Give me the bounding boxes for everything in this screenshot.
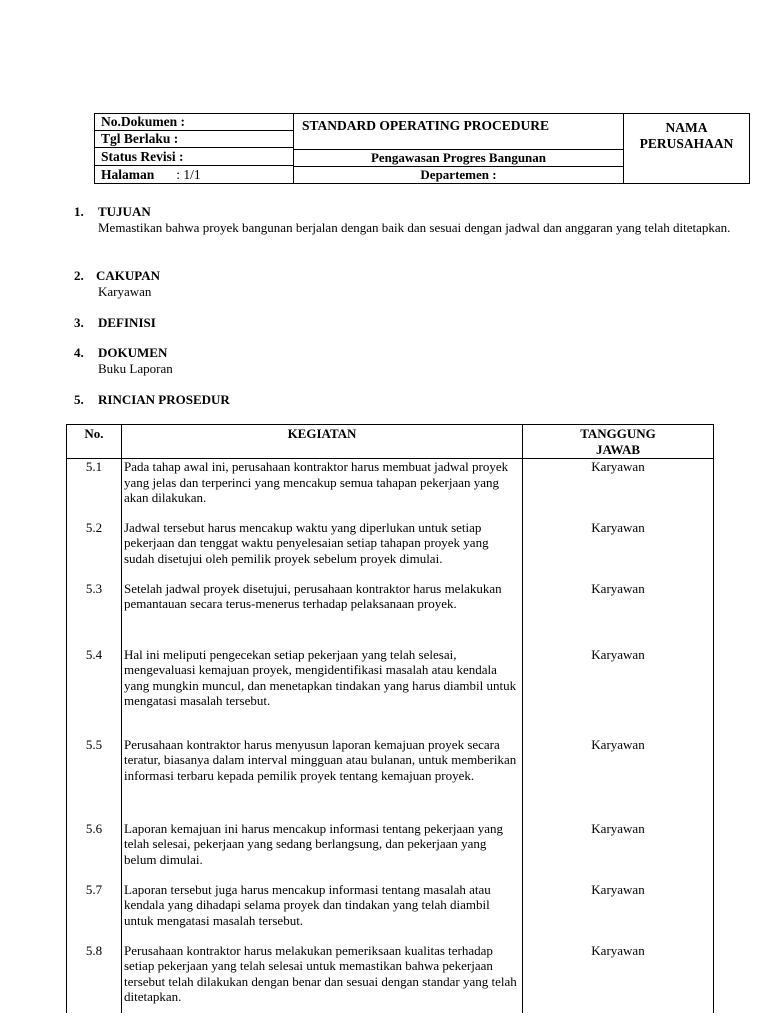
col-header-kegiatan: KEGIATAN: [122, 425, 523, 459]
departemen-label: Departemen :: [420, 167, 497, 182]
row-kegiatan: Laporan kemajuan ini harus mencakup informasi tentang pekerjaan yang telah selesai, pekerjaan yang sedang berlangsung, dan pekerjaan yang belum dimulai.: [122, 821, 523, 882]
section-tujuan: [74, 204, 731, 236]
row-kegiatan: Laporan tersebut juga harus mencakup informasi tentang masalah atau kendala yang dihadapi selama proyek dan tindakan yang telah diambil untuk mengatasi masalah tersebut.: [122, 882, 523, 943]
sop-title: STANDARD OPERATING PROCEDURE: [294, 114, 623, 150]
table-row: [67, 737, 714, 821]
table-row: [67, 459, 714, 520]
row-number: 5.6: [67, 821, 122, 882]
row-kegiatan: Jadwal tersebut harus mencakup waktu yang diperlukan untuk setiap pekerjaan dan tenggat waktu penyelesaian setiap tahapan proyek yang sudah disetujui oleh pemilik proyek sebelum proyek dimulai.: [122, 520, 523, 581]
table-row: [67, 943, 714, 1013]
section-definisi: [74, 315, 156, 331]
row-tanggung-jawab: Karyawan: [523, 943, 714, 1013]
table-row: [67, 821, 714, 882]
col-header-jawab: JAWAB: [595, 441, 641, 457]
halaman-row: [95, 167, 293, 184]
row-tanggung-jawab: Karyawan: [523, 737, 714, 821]
row-number: 5.7: [67, 882, 122, 943]
section-cakupan: [74, 268, 714, 300]
halaman-label: Halaman: [101, 167, 155, 182]
halaman-value: : 1/1: [176, 167, 201, 182]
company-name-line2: PERUSAHAAN: [639, 136, 734, 151]
col-header-tanggung-jawab: [523, 425, 714, 459]
table-header-row: [67, 425, 714, 459]
row-kegiatan: Pada tahap awal ini, perusahaan kontraktor harus membuat jadwal proyek yang jelas dan terperinci yang mencakup semua tahapan pekerjaan yang akan dilakukan.: [122, 459, 523, 520]
section-number: 1.: [74, 204, 84, 219]
sop-subtitle: Pengawasan Progres Bangunan: [294, 150, 623, 167]
row-tanggung-jawab: Karyawan: [523, 520, 714, 581]
company-name-line1: NAMA: [665, 120, 708, 135]
document-info-column: [95, 114, 294, 183]
section-number: 4.: [74, 345, 84, 360]
section-title: DOKUMEN: [98, 345, 168, 360]
row-number: 5.2: [67, 520, 122, 581]
row-number: 5.1: [67, 459, 122, 520]
section-rincian-prosedur: [74, 392, 230, 408]
section-number: 5.: [74, 392, 84, 407]
section-body: Buku Laporan: [98, 361, 173, 376]
section-body: Memastikan bahwa proyek bangunan berjalan dengan baik dan sesuai dengan jadwal dan anggaran yang telah ditetapkan.: [98, 220, 731, 235]
row-kegiatan: Setelah jadwal proyek disetujui, perusahaan kontraktor harus melakukan pemantauan secara terus-menerus terhadap pelaksanaan proyek.: [122, 581, 523, 647]
section-title: TUJUAN: [98, 204, 151, 219]
header-table: [94, 113, 750, 184]
row-tanggung-jawab: Karyawan: [523, 647, 714, 737]
section-body: Karyawan: [98, 284, 152, 299]
section-title: DEFINISI: [98, 315, 156, 330]
col-header-tanggung: TANGGUNG: [580, 426, 656, 441]
section-title: CAKUPAN: [96, 268, 161, 283]
row-number: 5.3: [67, 581, 122, 647]
row-tanggung-jawab: Karyawan: [523, 581, 714, 647]
section-title: RINCIAN PROSEDUR: [98, 392, 230, 407]
table-row: [67, 647, 714, 737]
procedure-table: [66, 424, 714, 1013]
row-tanggung-jawab: Karyawan: [523, 882, 714, 943]
row-number: 5.8: [67, 943, 122, 1013]
row-number: 5.5: [67, 737, 122, 821]
row-number: 5.4: [67, 647, 122, 737]
table-row: [67, 581, 714, 647]
table-row: [67, 882, 714, 943]
row-kegiatan: Perusahaan kontraktor harus melakukan pemeriksaan kualitas terhadap setiap pekerjaan yang telah selesai untuk memastikan bahwa pekerjaan tersebut telah dilakukan dengan benar dan sesuai dengan standar yang telah ditetapkan.: [122, 943, 523, 1013]
col-header-no: No.: [67, 425, 122, 459]
title-column: [294, 114, 624, 183]
section-number: 2.: [74, 268, 84, 283]
row-kegiatan: Hal ini meliputi pengecekan setiap pekerjaan yang telah selesai, mengevaluasi kemajuan proyek, mengidentifikasi masalah atau kendala yang mungkin muncul, dan menetapkan tindakan yang harus diambil untuk mengatasi masalah tersebut.: [122, 647, 523, 737]
tgl-berlaku-label: Tgl Berlaku :: [95, 131, 293, 148]
no-dokumen-label: No.Dokumen :: [95, 114, 293, 131]
table-row: [67, 520, 714, 581]
section-dokumen: [74, 345, 714, 377]
row-kegiatan: Perusahaan kontraktor harus menyusun laporan kemajuan proyek secara teratur, biasanya dalam interval mingguan atau bulanan, untuk memberikan informasi terbaru kepada pemilik proyek tentang kemajuan proyek.: [122, 737, 523, 821]
row-tanggung-jawab: Karyawan: [523, 821, 714, 882]
status-revisi-label: Status Revisi :: [95, 149, 293, 166]
row-tanggung-jawab: Karyawan: [523, 459, 714, 520]
company-name: [624, 114, 749, 183]
section-number: 3.: [74, 315, 84, 330]
